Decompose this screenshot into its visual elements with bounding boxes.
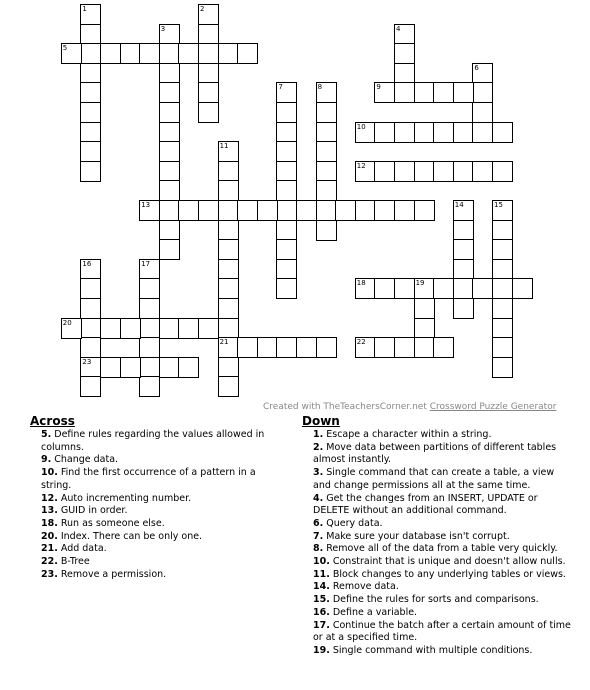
clue-item-text: Remove data. [329, 581, 399, 593]
grid-cell[interactable] [80, 24, 101, 45]
grid-cell[interactable] [178, 200, 199, 221]
clue-item-number: 20. [41, 530, 58, 542]
grid-cell[interactable] [257, 337, 278, 358]
clue-item [302, 467, 572, 492]
clue-number: 18 [356, 279, 366, 288]
grid-cell[interactable] [276, 141, 297, 162]
grid-cell[interactable] [276, 220, 297, 241]
clue-item-text: Define rules regarding the values allowed in columns. [41, 429, 265, 453]
grid-cell[interactable] [100, 318, 121, 339]
grid-cell[interactable] [159, 200, 180, 221]
clue-item [30, 467, 280, 492]
grid-cell[interactable] [276, 278, 297, 299]
grid-cell[interactable] [276, 239, 297, 260]
grid-cell[interactable] [374, 337, 395, 358]
clue-item-number: 6. [313, 517, 324, 529]
grid-cell[interactable] [100, 357, 121, 378]
clue-item-number: 3. [313, 467, 324, 479]
clue-item-text: Single command that can create a table, a view and change permissions all at the same time. [313, 467, 555, 491]
clue-item [302, 594, 572, 607]
clue-item-text: Define the rules for sorts and comparisons. [329, 594, 539, 606]
grid-cell[interactable] [394, 337, 415, 358]
grid-cell[interactable] [80, 318, 101, 339]
grid-cell[interactable] [276, 82, 297, 103]
down-heading: Down [302, 414, 340, 428]
grid-cell[interactable] [355, 200, 376, 221]
clue-item-text: Move data between partitions of different tables almost instantly. [313, 441, 557, 466]
grid-cell[interactable] [472, 102, 493, 123]
grid-cell[interactable] [159, 161, 180, 182]
grid-cell[interactable] [120, 357, 141, 378]
grid-cell[interactable] [159, 63, 180, 84]
grid-cell[interactable] [453, 161, 474, 182]
clue-item [30, 569, 280, 582]
down-clue-list [302, 429, 572, 658]
grid-cell[interactable] [80, 278, 101, 299]
clue-item [30, 505, 280, 518]
across-clue-list [30, 429, 280, 581]
grid-cell[interactable] [139, 337, 160, 358]
clue-item [302, 429, 572, 442]
clue-item [302, 581, 572, 594]
grid-cell[interactable] [492, 122, 513, 143]
grid-cell[interactable] [472, 82, 493, 103]
grid-cell[interactable] [374, 82, 395, 103]
clue-item-text: Define a variable. [329, 606, 418, 618]
grid-cell[interactable] [492, 357, 513, 378]
clue-item-number: 19. [313, 644, 330, 656]
clue-number: 16 [82, 259, 92, 268]
grid-cell[interactable] [218, 337, 239, 358]
clue-number: 9 [376, 83, 381, 92]
across-clues [30, 414, 280, 581]
grid-cell[interactable] [218, 376, 239, 397]
grid-cell[interactable] [198, 43, 219, 64]
grid-cell[interactable] [198, 82, 219, 103]
grid-cell[interactable] [296, 337, 317, 358]
grid-cell[interactable] [472, 122, 493, 143]
clue-item-number: 1. [313, 429, 324, 440]
grid-cell[interactable] [80, 337, 101, 358]
grid-cell[interactable] [374, 200, 395, 221]
grid-cell[interactable] [276, 161, 297, 182]
grid-cell[interactable] [61, 43, 82, 64]
grid-cell[interactable] [374, 278, 395, 299]
credit-line [263, 402, 556, 412]
clue-item [30, 543, 280, 556]
clue-item-text: Continue the batch after a certain amount of time or at a specified time. [313, 619, 571, 644]
clue-item [302, 543, 572, 556]
grid-cell[interactable] [316, 122, 337, 143]
grid-cell[interactable] [453, 278, 474, 299]
grid-cell[interactable] [80, 161, 101, 182]
clue-item-text: Add data. [57, 543, 107, 555]
grid-cell[interactable] [316, 220, 337, 241]
grid-cell[interactable] [159, 43, 180, 64]
grid-cell[interactable] [296, 200, 317, 221]
grid-cell[interactable] [394, 122, 415, 143]
grid-cell[interactable] [414, 161, 435, 182]
clue-item [302, 607, 572, 620]
grid-cell[interactable] [414, 82, 435, 103]
clue-number: 13 [141, 201, 151, 209]
grid-cell[interactable] [414, 337, 435, 358]
grid-cell[interactable] [139, 259, 160, 280]
clue-item-number: 4. [313, 492, 324, 504]
grid-cell[interactable] [159, 82, 180, 103]
clue-item-number: 22. [41, 556, 58, 568]
grid-cell[interactable] [218, 278, 239, 299]
grid-cell[interactable] [335, 200, 356, 221]
clue-number: 20 [62, 318, 72, 327]
clue-item-text: Run as someone else. [57, 517, 165, 529]
clue-number: 23 [82, 357, 92, 366]
grid-cell[interactable] [80, 298, 101, 319]
grid-cell[interactable] [355, 122, 376, 143]
clue-item-number: 12. [41, 492, 58, 504]
clue-item-number: 16. [313, 606, 330, 618]
grid-cell[interactable] [492, 337, 513, 358]
grid-cell[interactable] [159, 24, 180, 45]
clue-number: 15 [494, 201, 503, 209]
grid-cell[interactable] [355, 161, 376, 182]
grid-cell[interactable] [218, 239, 239, 260]
grid-cell[interactable] [316, 200, 337, 221]
clue-item [30, 518, 280, 531]
grid-cell[interactable] [198, 102, 219, 123]
grid-cell[interactable] [472, 278, 493, 299]
clue-item [302, 531, 572, 544]
clue-item-number: 11. [313, 568, 330, 580]
grid-cell[interactable] [492, 318, 513, 339]
clue-item-number: 21. [41, 543, 58, 555]
grid-cell[interactable] [394, 24, 415, 45]
grid-cell[interactable] [394, 63, 415, 84]
clue-item-number: 10. [313, 556, 330, 568]
clue-item-number: 9. [41, 454, 52, 466]
clue-item-number: 17. [313, 619, 330, 631]
clue-item-number: 18. [41, 517, 58, 529]
grid-cell[interactable] [472, 161, 493, 182]
grid-cell[interactable] [374, 161, 395, 182]
grid-cell[interactable] [159, 141, 180, 162]
grid-cell[interactable] [159, 180, 180, 201]
grid-cell[interactable] [453, 122, 474, 143]
grid-cell[interactable] [80, 376, 101, 397]
clue-item-text: Constraint that is unique and doesn't allow nulls. [329, 556, 566, 568]
clue-item-text: Find the first occurrence of a pattern in a string. [41, 467, 256, 491]
grid-cell[interactable] [218, 43, 239, 64]
clue-number: 11 [219, 142, 229, 151]
clue-item [302, 620, 572, 645]
grid-cell[interactable] [394, 200, 415, 221]
clue-number: 5 [62, 44, 68, 53]
clue-number: 21 [219, 338, 229, 347]
grid-cell[interactable] [237, 200, 258, 221]
credit-prefix: Created with TheTeachersCorner.net [263, 402, 427, 412]
clue-number: 14 [454, 201, 464, 209]
clue-item [30, 493, 280, 506]
grid-cell[interactable] [198, 200, 219, 221]
clue-item-text: Remove all of the data from a table very quickly. [323, 543, 558, 555]
grid-cell[interactable] [80, 82, 101, 103]
grid-cell[interactable] [414, 278, 435, 299]
grid-cell[interactable] [237, 337, 258, 358]
clue-item [302, 518, 572, 531]
grid-cell[interactable] [218, 180, 239, 201]
grid-cell[interactable] [100, 43, 121, 64]
grid-cell[interactable] [276, 102, 297, 123]
grid-cell[interactable] [198, 24, 219, 45]
grid-cell[interactable] [80, 122, 101, 143]
grid-cell[interactable] [492, 259, 513, 280]
grid-cell[interactable] [80, 357, 101, 378]
clue-item-text: Remove a permission. [57, 568, 167, 580]
grid-cell[interactable] [414, 122, 435, 143]
generator-link[interactable]: Crossword Puzzle Generator [429, 402, 557, 412]
grid-cell[interactable] [453, 259, 474, 280]
clue-number: 3 [160, 24, 166, 33]
grid-cell[interactable] [316, 141, 337, 162]
grid-cell[interactable] [394, 43, 415, 64]
grid-cell[interactable] [257, 200, 278, 221]
grid-cell[interactable] [237, 43, 258, 64]
grid-cell[interactable] [374, 122, 395, 143]
grid-cell[interactable] [433, 278, 454, 299]
grid-cell[interactable] [316, 337, 337, 358]
clue-item [302, 569, 572, 582]
grid-cell[interactable] [80, 141, 101, 162]
grid-cell[interactable] [453, 220, 474, 241]
grid-cell[interactable] [276, 337, 297, 358]
grid-cell[interactable] [316, 82, 337, 103]
grid-cell[interactable] [453, 239, 474, 260]
clue-item-number: 13. [41, 505, 58, 517]
grid-cell[interactable] [80, 102, 101, 123]
grid-cell[interactable] [492, 200, 513, 221]
clue-item [30, 556, 280, 569]
grid-cell[interactable] [472, 63, 493, 84]
grid-cell[interactable] [355, 278, 376, 299]
grid-cell[interactable] [492, 220, 513, 241]
grid-cell[interactable] [453, 200, 474, 221]
grid-cell[interactable] [394, 161, 415, 182]
grid-cell[interactable] [80, 63, 101, 84]
grid-cell[interactable] [139, 278, 160, 299]
grid-cell[interactable] [276, 122, 297, 143]
clue-number: 2 [200, 5, 205, 13]
clue-item-number: 8. [313, 543, 324, 555]
clue-item [302, 442, 572, 467]
grid-cell[interactable] [492, 161, 513, 182]
clue-item-number: 7. [313, 530, 324, 542]
grid-cell[interactable] [120, 43, 141, 64]
grid-cell[interactable] [159, 102, 180, 123]
clue-item-number: 5. [41, 429, 52, 440]
clue-item-text: Make sure your database isn't corrupt. [323, 530, 510, 542]
grid-cell[interactable] [453, 298, 474, 319]
grid-cell[interactable] [394, 82, 415, 103]
grid-cell[interactable] [492, 239, 513, 260]
grid-cell[interactable] [120, 318, 141, 339]
grid-cell[interactable] [433, 122, 454, 143]
grid-cell[interactable] [492, 278, 513, 299]
grid-cell[interactable] [433, 82, 454, 103]
grid-cell[interactable] [139, 298, 160, 319]
clue-item-number: 14. [313, 581, 330, 593]
grid-cell[interactable] [433, 337, 454, 358]
grid-cell[interactable] [316, 102, 337, 123]
clue-number: 22 [356, 338, 366, 347]
clue-item-text: Get the changes from an INSERT, UPDATE or DELETE without an additional command. [313, 492, 538, 517]
clue-item [30, 429, 280, 454]
clue-item-number: 23. [41, 568, 58, 580]
grid-cell[interactable] [414, 318, 435, 339]
clue-number: 19 [415, 279, 425, 288]
grid-cell[interactable] [316, 180, 337, 201]
grid-cell[interactable] [218, 200, 239, 221]
grid-cell[interactable] [159, 239, 180, 260]
grid-cell[interactable] [414, 298, 435, 319]
grid-cell[interactable] [139, 43, 160, 64]
grid-cell[interactable] [218, 141, 239, 162]
clue-item-text: Index. There can be only one. [57, 530, 203, 542]
grid-cell[interactable] [218, 298, 239, 319]
clue-item [302, 493, 572, 518]
grid-cell[interactable] [139, 318, 160, 339]
grid-cell[interactable] [492, 298, 513, 319]
across-heading: Across [30, 414, 75, 428]
grid-cell[interactable] [218, 161, 239, 182]
clue-item-text: Block changes to any underlying tables or views. [329, 568, 566, 580]
clue-number: 17 [141, 259, 151, 268]
grid-cell[interactable] [276, 180, 297, 201]
clue-item-number: 10. [41, 467, 58, 479]
clue-number: 6 [474, 63, 479, 72]
down-clues [302, 414, 572, 658]
grid-cell[interactable] [139, 357, 160, 378]
clue-item-text: B-Tree [57, 556, 90, 568]
grid-cell[interactable] [159, 357, 180, 378]
clue-number: 4 [396, 24, 401, 33]
clue-item-number: 15. [313, 594, 330, 606]
clue-item-number: 2. [313, 441, 324, 453]
grid-cell[interactable] [218, 220, 239, 241]
grid-cell[interactable] [139, 200, 160, 221]
clue-number: 12 [356, 161, 366, 170]
grid-cell[interactable] [453, 82, 474, 103]
grid-cell[interactable] [414, 200, 435, 221]
grid-cell[interactable] [218, 259, 239, 280]
clue-item-text: Query data. [323, 517, 383, 529]
clue-item [30, 531, 280, 544]
grid-cell[interactable] [394, 278, 415, 299]
clue-item-text: Auto incrementing number. [57, 492, 192, 504]
grid-cell[interactable] [512, 278, 533, 299]
grid-cell[interactable] [198, 63, 219, 84]
grid-cell[interactable] [218, 318, 239, 339]
grid-cell[interactable] [316, 161, 337, 182]
grid-cell[interactable] [178, 357, 199, 378]
clue-item [302, 556, 572, 569]
grid-cell[interactable] [80, 259, 101, 280]
grid-cell[interactable] [178, 43, 199, 64]
grid-cell[interactable] [198, 4, 219, 25]
grid-cell[interactable] [159, 318, 180, 339]
grid-cell[interactable] [139, 376, 160, 397]
clue-number: 10 [356, 122, 366, 131]
clue-number: 1 [82, 5, 87, 13]
grid-cell[interactable] [276, 259, 297, 280]
grid-cell[interactable] [433, 161, 454, 182]
grid-cell[interactable] [218, 357, 239, 378]
clue-item-text: GUID in order. [57, 505, 128, 517]
clue-item-text: Change data. [51, 454, 119, 466]
clue-number: 7 [278, 83, 283, 92]
clue-item-text: Escape a character within a string. [323, 429, 492, 440]
grid-cell[interactable] [159, 122, 180, 143]
grid-cell[interactable] [61, 318, 82, 339]
grid-cell[interactable] [159, 220, 180, 241]
clue-item [302, 645, 572, 658]
clue-number: 8 [317, 83, 323, 92]
grid-cell[interactable] [355, 337, 376, 358]
clue-item [30, 454, 280, 467]
grid-cell[interactable] [80, 4, 101, 25]
grid-cell[interactable] [80, 43, 101, 64]
grid-cell[interactable] [198, 318, 219, 339]
clue-item-text: Single command with multiple conditions. [329, 644, 533, 656]
grid-cell[interactable] [178, 318, 199, 339]
grid-cell[interactable] [276, 200, 297, 221]
